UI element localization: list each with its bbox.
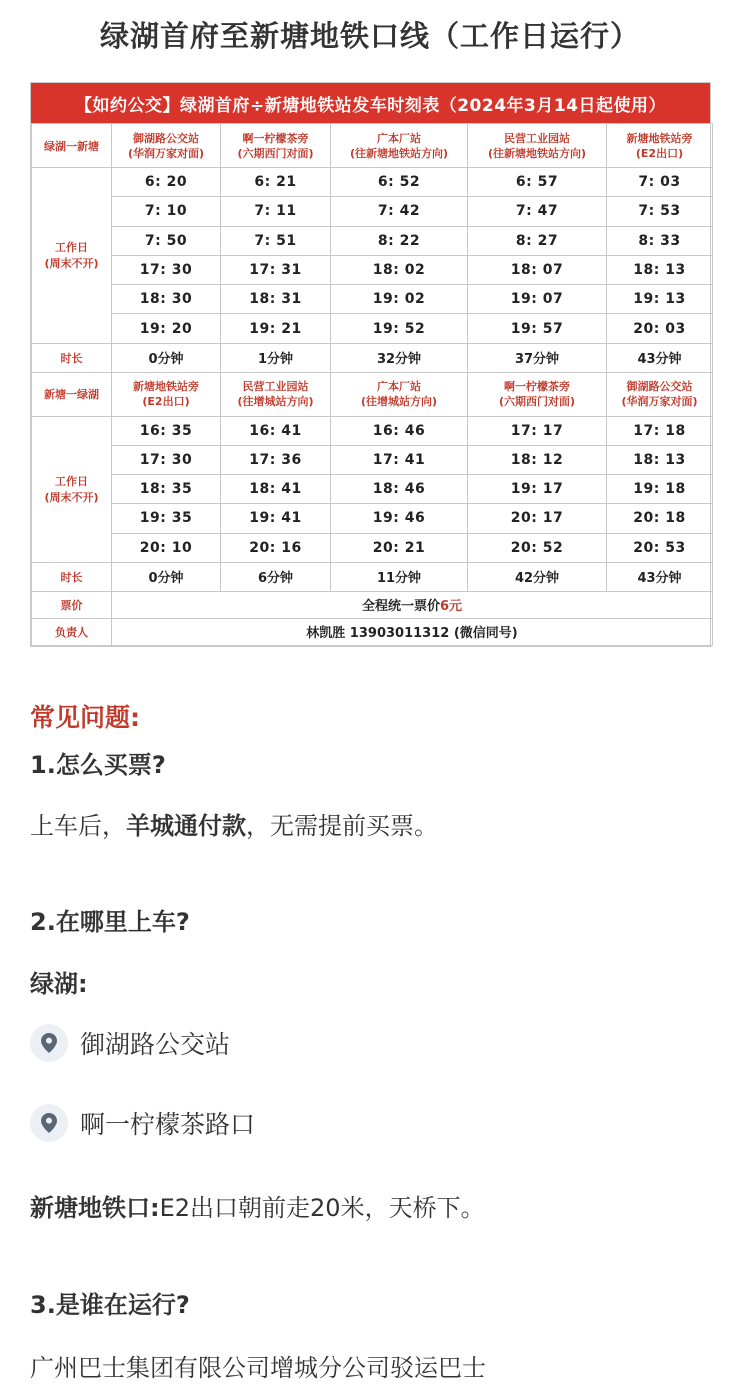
departure-time: 7: 53 [607,197,713,226]
departure-time: 20: 17 [468,504,607,533]
day-label-main: 工作日 [55,475,88,489]
duration-row [32,343,713,372]
departure-time: 17: 36 [221,445,331,474]
day-label [32,168,112,344]
day-label [32,416,112,562]
departure-time: 18: 41 [221,475,331,504]
fare-label: 票价 [32,591,112,618]
departure-time: 18: 31 [221,285,331,314]
stop-name-cell [221,372,331,416]
stop-name: 新塘地铁站旁 [133,380,199,394]
table-row [32,445,713,474]
departure-time: 18: 07 [468,255,607,284]
departure-time: 17: 30 [112,445,221,474]
departure-time: 20: 03 [607,314,713,343]
departure-time: 19: 52 [331,314,468,343]
faq-heading: 常见问题: [30,703,140,732]
stop-note: (六期西门对面) [498,395,576,409]
table-row [32,504,713,533]
table-row [32,533,713,562]
stop-name-cell [331,372,468,416]
answer-1: 上车后，羊城通付款，无需提前买票。 [30,812,438,840]
departure-time: 8: 27 [468,226,607,255]
day-label-note: (周末不开) [44,491,99,505]
departure-time: 16: 41 [221,416,331,445]
departure-time: 7: 11 [221,197,331,226]
table-row [32,416,713,445]
departure-time: 16: 35 [112,416,221,445]
lvhu-label: 绿湖: [30,970,88,998]
answer-3: 广州巴士集团有限公司增城分公司驳运巴士 [30,1354,486,1382]
duration-cell: 1分钟 [221,343,331,372]
departure-time: 17: 31 [221,255,331,284]
stop-name: 御湖路公交站 [133,131,199,145]
departure-time: 18: 30 [112,285,221,314]
departure-time: 7: 10 [112,197,221,226]
departure-time: 17: 18 [607,416,713,445]
stop-note: (往新塘地铁站方向) [349,146,449,160]
xintang-answer: 新塘地铁口:E2出口朝前走20米，天桥下。 [30,1194,485,1222]
stop-name: 啊一柠檬茶旁 [504,380,570,394]
departure-time: 6: 21 [221,168,331,197]
table-row [32,255,713,284]
stop-name: 新塘地铁站旁 [626,131,693,145]
stop-name: 民营工业园站 [242,380,309,394]
departure-time: 7: 51 [221,226,331,255]
departure-time: 19: 07 [468,285,607,314]
departure-time: 8: 33 [607,226,713,255]
duration-cell: 32分钟 [331,343,468,372]
table-row [32,226,713,255]
departure-time: 17: 30 [112,255,221,284]
contact-row [32,618,713,645]
stop-name-cell [607,372,713,416]
departure-time: 18: 13 [607,255,713,284]
payment-method: 羊城通付款 [126,812,246,840]
pickup-location-2-label: 啊一柠檬茶路口 [80,1110,256,1139]
stop-header-row [32,124,713,168]
stop-note: (E2出口) [142,395,190,409]
departure-time: 19: 41 [221,504,331,533]
duration-cell: 0分钟 [112,343,221,372]
stop-note: (六期西门对面) [237,146,314,160]
departure-time: 18: 46 [331,475,468,504]
stop-name: 御湖路公交站 [626,380,693,394]
departure-time: 18: 35 [112,475,221,504]
duration-cell: 0分钟 [112,562,221,591]
stop-name-cell [221,124,331,168]
table-row [32,285,713,314]
departure-time: 6: 20 [112,168,221,197]
departure-time: 20: 18 [607,504,713,533]
departure-time: 7: 42 [331,197,468,226]
stop-name-cell [468,124,607,168]
departure-time: 20: 21 [331,533,468,562]
stop-name-cell [331,124,468,168]
departure-time: 7: 50 [112,226,221,255]
stop-note: (往新塘地铁站方向) [487,146,587,160]
timetable-grid [31,123,713,646]
contact-cell[interactable]: 林凯胜 13903011312 (微信同号) [112,618,713,645]
pickup-location-1[interactable] [30,1024,230,1062]
table-row [32,314,713,343]
departure-time: 20: 52 [468,533,607,562]
stop-name: 广本厂站 [377,380,421,394]
stop-name: 啊一柠檬茶旁 [242,131,309,145]
duration-cell: 37分钟 [468,343,607,372]
direction-label: 新塘一绿湖 [32,372,112,416]
stop-note: (E2出口) [635,146,684,160]
question-1: 1.怎么买票? [30,751,166,779]
departure-time: 7: 47 [468,197,607,226]
duration-cell: 42分钟 [468,562,607,591]
departure-time: 19: 20 [112,314,221,343]
stop-name-cell [112,372,221,416]
departure-time: 19: 57 [468,314,607,343]
departure-time: 6: 52 [331,168,468,197]
departure-time: 6: 57 [468,168,607,197]
stop-note: (往增城站方向) [360,395,438,409]
fare-row [32,591,713,618]
departure-time: 19: 18 [607,475,713,504]
day-label-main: 工作日 [55,241,88,255]
stop-header-row [32,372,713,416]
fare-cell [112,591,713,618]
duration-row [32,562,713,591]
question-3: 3.是谁在运行? [30,1291,190,1319]
pickup-location-2[interactable] [30,1104,255,1142]
departure-time: 18: 12 [468,445,607,474]
departure-time: 20: 16 [221,533,331,562]
question-2: 2.在哪里上车? [30,908,190,936]
duration-cell: 43分钟 [607,343,713,372]
departure-time: 7: 03 [607,168,713,197]
departure-time: 16: 46 [331,416,468,445]
departure-time: 17: 41 [331,445,468,474]
departure-time: 18: 13 [607,445,713,474]
stop-name-cell [112,124,221,168]
xintang-label: 新塘地铁口: [30,1194,160,1222]
stop-note: (往增城站方向) [237,395,314,409]
stop-name-cell [607,124,713,168]
fare-text: 全程统一票价 [361,599,440,615]
bus-timetable [30,82,711,647]
duration-cell: 6分钟 [221,562,331,591]
departure-time: 8: 22 [331,226,468,255]
departure-time: 19: 02 [331,285,468,314]
fare-price: 6元 [439,599,463,615]
map-pin-icon [30,1024,68,1062]
timetable-header: 【如约公交】绿湖首府÷新塘地铁站发车时刻表（2024年3月14日起使用） [31,83,710,123]
stop-note: (华润万家对面) [127,146,205,160]
stop-name: 广本厂站 [377,131,421,145]
stop-note: (华润万家对面) [621,395,698,409]
duration-cell: 43分钟 [607,562,713,591]
pickup-location-1-label: 御湖路公交站 [80,1030,231,1059]
map-pin-icon [30,1104,68,1142]
departure-time: 19: 17 [468,475,607,504]
page-title: 绿湖首府至新塘地铁口线（工作日运行） [99,19,640,53]
duration-cell: 11分钟 [331,562,468,591]
stop-name: 民营工业园站 [504,131,570,145]
departure-time: 19: 13 [607,285,713,314]
departure-time: 20: 10 [112,533,221,562]
departure-time: 19: 46 [331,504,468,533]
departure-time: 19: 35 [112,504,221,533]
duration-label: 时长 [32,562,112,591]
departure-time: 20: 53 [607,533,713,562]
duration-label: 时长 [32,343,112,372]
stop-name-cell [468,372,607,416]
departure-time: 19: 21 [221,314,331,343]
departure-time: 18: 02 [331,255,468,284]
day-label-note: (周末不开) [44,257,99,271]
table-row [32,197,713,226]
departure-time: 17: 17 [468,416,607,445]
contact-label: 负责人 [32,618,112,645]
table-row [32,475,713,504]
direction-label: 绿湖一新塘 [32,124,112,168]
table-row [32,168,713,197]
